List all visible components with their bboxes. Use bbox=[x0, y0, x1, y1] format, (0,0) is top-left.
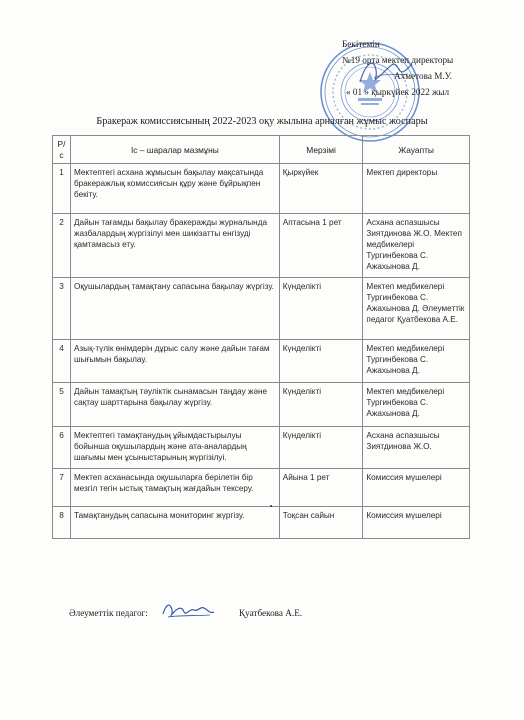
row-task: Мектептегі тамақтанудың ұйымдастырылуы бойынша оқушылардың және ата-аналардың шағымы мен ұсыныстарының жүргізілуі. bbox=[70, 427, 279, 469]
row-task: Оқушылардың тамақтану сапасына бақылау жүргізу. bbox=[70, 278, 279, 340]
row-term: Аптасына 1 рет bbox=[279, 214, 363, 278]
approval-heading: Бекітемін bbox=[342, 39, 380, 49]
row-task: Мектептегі асхана жұмысын бақылау мақсатында бракеражлық комиссиясын құру және бұйрықпен бекіту. bbox=[70, 164, 279, 214]
row-number: 2 bbox=[53, 214, 71, 278]
row-term: Тоқсан сайын bbox=[279, 507, 363, 539]
approval-position: №19 орта мектеп директоры bbox=[342, 55, 454, 65]
row-task: Тамақтанудың сапасына мониторинг жүргізу. bbox=[70, 507, 279, 539]
row-responsible: Асхана аспазшысы Зиятдинова Ж.О. Мектеп медбикелері Тургинбекова С. Ажахынова Д. bbox=[363, 214, 470, 278]
approval-block bbox=[338, 36, 518, 100]
row-task: Мектеп асханасында оқушыларға берілетін бір мезгіл тегін ыстық тамақтың жағдайын тексеру. bbox=[70, 469, 279, 507]
row-term: Күнделікті bbox=[279, 427, 363, 469]
row-number: 7 bbox=[53, 469, 71, 507]
table-row bbox=[53, 164, 470, 214]
table-row bbox=[53, 340, 470, 383]
header-task: Іс – шаралар мазмұны bbox=[70, 136, 279, 164]
approval-date: « 01 » қыркүйек 2022 жыл bbox=[346, 87, 450, 97]
header-number: Р/с bbox=[53, 136, 71, 164]
row-responsible: Мектеп директоры bbox=[363, 164, 470, 214]
row-responsible: Мектеп медбикелері Тургинбекова С. Ажахынова Д. bbox=[363, 383, 470, 427]
table-row bbox=[53, 507, 470, 539]
row-task: Дайын тамақтың тәуліктік сынамасын таңдау және сақтау шарттарына бақылау жүргізу. bbox=[70, 383, 279, 427]
work-plan-table bbox=[52, 135, 470, 539]
row-term: Қыркүйек bbox=[279, 164, 363, 214]
row-responsible: Асхана аспазшысы Зиятдинова Ж.О. bbox=[363, 427, 470, 469]
footer-name: Қуатбекова А.Е. bbox=[239, 608, 303, 618]
document-title: Бракераж комиссиясының 2022-2023 оқу жылына арналған жұмыс жоспары bbox=[96, 116, 428, 127]
row-number: 1 bbox=[53, 164, 71, 214]
header-responsible: Жауапты bbox=[363, 136, 470, 164]
footer-role: Әлеуметтік педагог: bbox=[69, 608, 148, 618]
table-row bbox=[53, 278, 470, 340]
approval-director-name: Ахметова М.У. bbox=[394, 71, 452, 81]
row-number: 3 bbox=[53, 278, 71, 340]
row-number: 6 bbox=[53, 427, 71, 469]
table-row bbox=[53, 469, 470, 507]
row-task: Азық-түлік өнімдерін дұрыс салу және дайын тағам шығымын бақылау. bbox=[70, 340, 279, 383]
row-number: 4 bbox=[53, 340, 71, 383]
row-responsible: Мектеп медбикелері Тургинбекова С. Ажахынова Д. bbox=[363, 340, 470, 383]
row-term: Күнделікті bbox=[279, 278, 363, 340]
social-pedagogue-signature bbox=[160, 598, 216, 622]
table-row bbox=[53, 383, 470, 427]
header-term: Мерзімі bbox=[279, 136, 363, 164]
row-term: Айына 1 рет bbox=[279, 469, 363, 507]
row-term: Күнделікті bbox=[279, 383, 363, 427]
table-row bbox=[53, 427, 470, 469]
row-term: Күнделікті bbox=[279, 340, 363, 383]
row-number: 8 bbox=[53, 507, 71, 539]
row-responsible: Мектеп медбикелері Тургинбекова С. Ажахынова Д. Әлеуметтік педагог Қуатбекова А.Е. bbox=[363, 278, 470, 340]
ink-dot bbox=[270, 505, 272, 507]
table-header-row bbox=[53, 136, 470, 164]
row-task: Дайын тағамды бақылау бракеражды журналында жазбалардың жүргізілуі мен шикізатты енгізуді қамтамасыз ету. bbox=[70, 214, 279, 278]
row-responsible: Комиссия мүшелері bbox=[363, 507, 470, 539]
row-responsible: Комиссия мүшелері bbox=[363, 469, 470, 507]
footer-signature-line bbox=[69, 608, 303, 618]
table-row bbox=[53, 214, 470, 278]
row-number: 5 bbox=[53, 383, 71, 427]
